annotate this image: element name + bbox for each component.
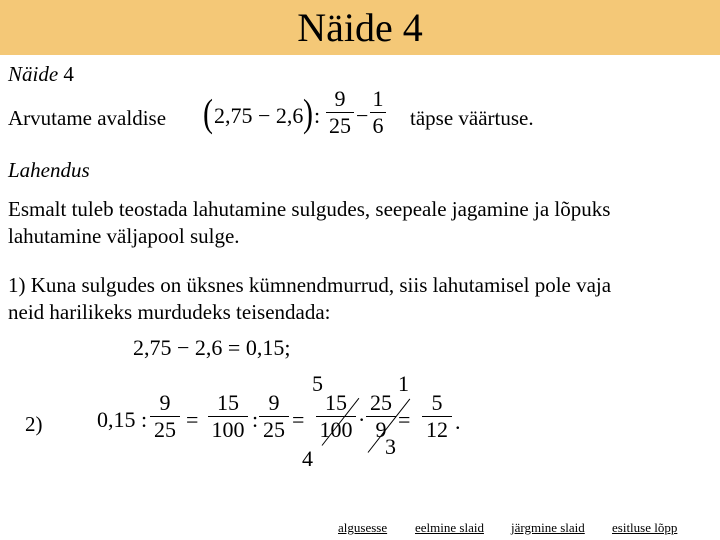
step2-frac6-den: 12 <box>426 417 448 442</box>
nav-end-link[interactable]: esitluse lõpp <box>612 520 678 535</box>
nav-next-link[interactable]: järgmine slaid <box>511 520 585 535</box>
expr-frac1 <box>326 88 354 137</box>
step2-label: 2) <box>25 412 43 436</box>
expr-inner: 2,75 − 2,6 <box>214 103 304 128</box>
nav-start-link[interactable]: algusesse <box>338 520 388 535</box>
step2-frac3-den: 25 <box>263 417 285 442</box>
cancel-below-100: 4 <box>302 446 313 471</box>
step2-frac3-num: 9 <box>268 390 280 415</box>
step2-frac6-num: 5 <box>431 390 443 415</box>
cancel-above-25: 1 <box>398 371 409 396</box>
step2-period: . <box>455 409 461 434</box>
step2-frac5-num: 25 <box>370 390 392 415</box>
step2-dot: · <box>358 407 366 432</box>
step2-frac4-num: 15 <box>325 390 347 415</box>
step2-colon: : <box>252 407 259 432</box>
intro-after: täpse väärtuse. <box>410 106 534 130</box>
expr-frac2 <box>370 88 386 137</box>
step2-frac4-den: 100 <box>319 417 353 442</box>
step2-frac2 <box>208 392 248 441</box>
step2-frac4 <box>316 392 356 441</box>
cancel-below-9: 3 <box>385 434 396 459</box>
step2-frac1-num: 9 <box>159 390 171 415</box>
subtitle-number: 4 <box>63 62 74 86</box>
solution-heading: Lahendus <box>8 158 90 182</box>
open-paren: ( <box>203 92 213 136</box>
step2-eq2: = <box>292 407 305 432</box>
step2-frac6 <box>422 392 452 441</box>
paragraph1-line2: lahutamine väljapool sulge. <box>8 224 240 248</box>
step1-result: 2,75 − 2,6 = 0,15; <box>133 335 291 360</box>
expr-colon: : <box>314 103 321 128</box>
cancel-above-15: 5 <box>312 371 323 396</box>
expr-frac1-den: 25 <box>329 113 351 138</box>
step2-frac2-num: 15 <box>217 390 239 415</box>
step2-frac3 <box>259 392 289 441</box>
expr-frac2-num: 1 <box>372 86 384 111</box>
step2-frac5-den: 9 <box>375 417 387 442</box>
step2-lead: 0,15 : <box>97 407 148 432</box>
step2-frac1 <box>150 392 180 441</box>
step2-frac1-den: 25 <box>154 417 176 442</box>
subtitle-word: Näide <box>8 62 59 86</box>
intro-before: Arvutame avaldise <box>8 106 167 130</box>
step2-eq3: = <box>398 407 411 432</box>
step2-frac2-den: 100 <box>211 417 245 442</box>
step1-line2: neid harilikeks murdudeks teisendada: <box>8 300 331 324</box>
expr-frac1-num: 9 <box>334 86 346 111</box>
subtitle <box>8 62 74 87</box>
expr-minus: − <box>356 103 369 128</box>
step2-eq1: = <box>186 407 199 432</box>
nav-prev-link[interactable]: eelmine slaid <box>415 520 484 535</box>
expr-frac2-den: 6 <box>372 113 384 138</box>
paragraph1-line1: Esmalt tuleb teostada lahutamine sulgudes, seepeale jagamine ja lõpuks <box>8 197 611 221</box>
slide-title: Näide 4 <box>297 5 423 50</box>
close-paren: ) <box>303 92 313 136</box>
step1-line1: 1) Kuna sulgudes on üksnes kümnendmurrud, siis lahutamisel pole vaja <box>8 273 612 297</box>
